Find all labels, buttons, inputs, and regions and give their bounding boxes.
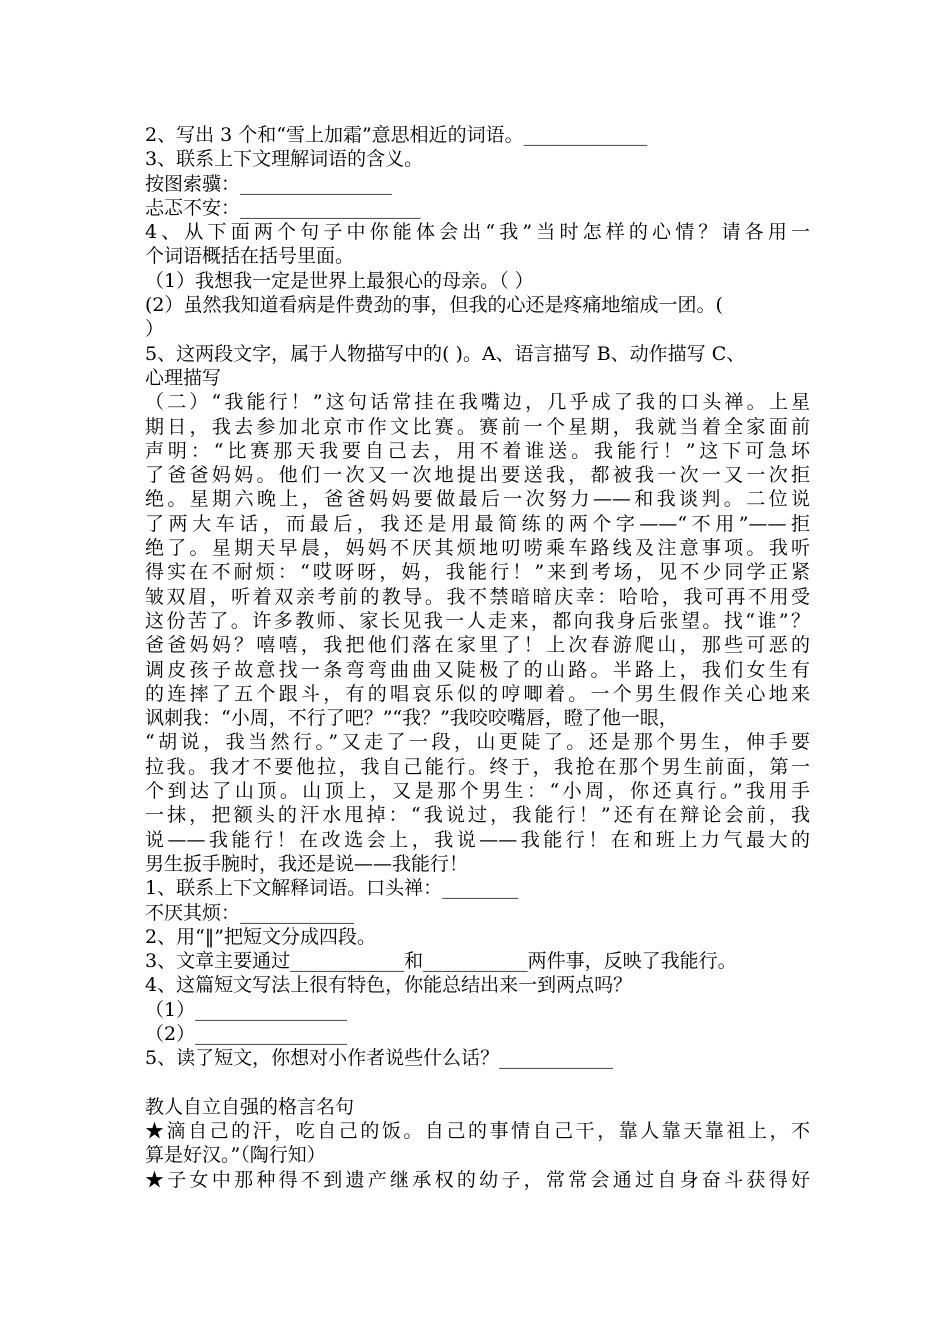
passage-line: 声明：“比赛那天我要自己去，用不着谁送。我能行！”这下可急坏 [145,439,810,462]
word-anjusuoji-line: 按图索骥：________________ [145,172,393,195]
passage-line: 一抹，把额头的汗水甩掉：“我说过，我能行！”还有在辩论会前，我 [145,804,810,827]
sentence-1-line: （1）我想我一定是世界上最狠心的母亲。（ ） [145,269,534,292]
passage-line: 调皮孩子故意找一条弯弯曲曲又陡极了的山路。半路上，我们女生有 [145,658,810,681]
passage-line: 期日，我去参加北京市作文比赛。赛前一个星期，我就当着全家面前 [145,415,810,438]
quote-2-line: ★子女中那种得不到遗产继承权的幼子，常常会通过自身奋斗获得好 [145,1168,810,1191]
passage-line: 讽刺我：“小周，不行了吧？”“我？”我咬咬嘴唇，瞪了他一眼， [145,707,678,730]
exercise-3-line: 3、文章主要通过____________和___________两件事，反映了我能行。 [145,950,737,973]
quote-1-cont-line: 算是好汉。”（陶行知） [145,1144,326,1167]
blank-line [145,1071,810,1095]
passage-line: 得实在不耐烦：“哎呀呀，妈，我能行！”来到考场，见不少同学正紧 [145,561,810,584]
passage-line: 了两大车话，而最后，我还是用最简练的两个字——“不用”——拒 [145,512,810,535]
question-5-cont-line: 心理描写 [145,366,222,389]
passage-line: 拉我。我才不要他拉，我自己能行。终于，我抢在那个男生前面，第一 [145,755,810,778]
passage-line: 爸爸妈妈？嘻嘻，我把他们落在家里了！上次春游爬山，那些可恶的 [145,634,810,657]
exercise-5-line: 5、读了短文，你想对小作者说些什么话？____________ [145,1047,614,1070]
exercise-1-line: 1、联系上下文解释词语。口头禅：________ [145,877,519,900]
passage-line: 了爸爸妈妈。他们一次又一次地提出要送我，都被我一次一又一次拒 [145,464,810,487]
exercise-2-line: 2、用“‖”把短文分成四段。 [145,925,377,948]
exercise-4-line: 4、这篇短文写法上很有特色，你能总结出来一到两点吗？ [145,974,633,997]
question-3-line: 3、联系上下文理解词语的含义。 [145,148,424,171]
passage-line: 说——我能行！在改选会上，我说——我能行！在和班上力气最大的 [145,828,810,851]
question-4-cont-line: 个词语概括在括号里面。 [145,245,355,268]
quote-1-line: ★滴自己的汗，吃自己的饭。自己的事情自己干，靠人靠天靠祖上，不 [145,1120,810,1143]
passage-line: 的连摔了五个跟斗，有的唱哀乐似的哼唧着。一个男生假作关心地来 [145,682,810,705]
passage-line: 这份苦了。许多教师、家长见我一人走来，都向我身后张望。找“谁”？ [145,609,810,632]
passage-line: 皱双眉，听着双亲考前的教导。我不禁暗暗庆幸：哈哈，我可再不用受 [145,585,810,608]
passage-line: “胡说，我当然行。”又走了一段，山更陡了。还是那个男生，伸手要 [145,731,810,754]
word-tante-line: 忐忑不安：___________________ [145,196,421,219]
section-heading: 教人自立自强的格言名句 [145,1095,355,1118]
sentence-2-line: (2）虽然我知道看病是件费劲的事，但我的心还是疼痛地缩成一团。( [145,294,723,317]
document-page [145,123,810,1192]
sentence-2-cont-line: ） [145,318,165,341]
passage-line: 个到达了山顶。山顶上，又是那个男生：“小周，你还真行。”我用手 [145,780,810,803]
exercise-4-answer-1-line: （1）________________ [145,998,348,1021]
passage-line: 绝了。星期天早晨，妈妈不厌其烦地叨唠乘车路线及注意事项。我听 [145,537,810,560]
exercise-1-cont-line: 不厌其烦：____________ [145,901,355,924]
passage-line: 男生扳手腕时，我还是说——我能行！ [145,852,469,875]
question-2-line: 2、写出 3 个和“雪上加霜”意思相近的词语。_____________ [145,124,648,146]
passage-line: 绝。星期六晚上，爸爸妈妈要做最后一次努力——和我谈判。二位说 [145,488,810,511]
question-4-line: 4、从下面两个句子中你能体会出“我”当时怎样的心情？请各用一 [145,221,810,244]
passage-line: （二）“我能行！”这句话常挂在我嘴边，几乎成了我的口头禅。上星 [145,391,810,414]
question-5-line: 5、这两段文字，属于人物描写中的( )。A、语言描写 B、动作描写 C、 [145,342,746,365]
exercise-4-answer-2-line: （2）________________ [145,1022,348,1045]
